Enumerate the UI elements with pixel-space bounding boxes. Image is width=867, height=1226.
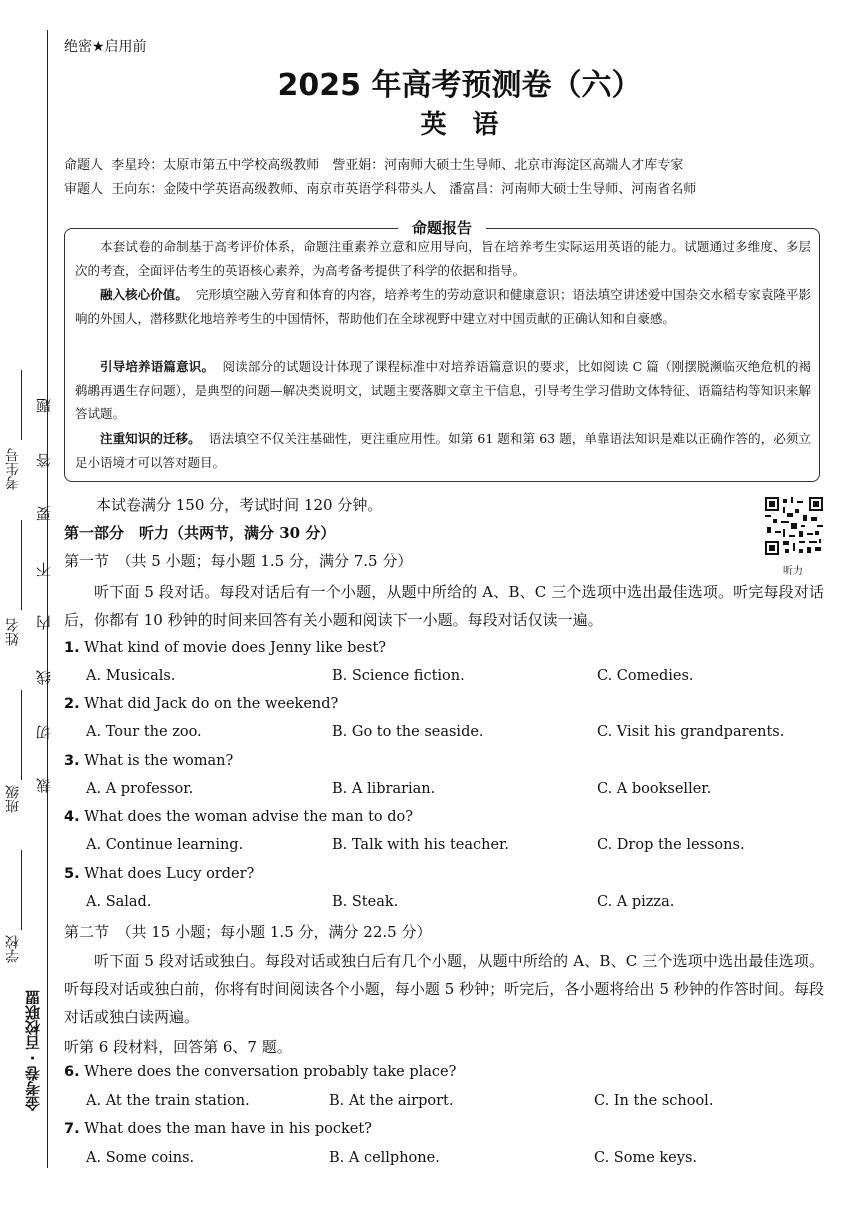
option-a[interactable]: A. At the train station. xyxy=(86,1093,250,1109)
option-c[interactable]: C. Drop the lessons. xyxy=(597,837,745,853)
option-a[interactable]: A. A professor. xyxy=(86,781,194,797)
option-c[interactable]: C. A bookseller. xyxy=(597,781,712,797)
school-blank[interactable] xyxy=(21,850,22,930)
subject-title: 英 语 xyxy=(420,110,499,140)
option-b[interactable]: B. A librarian. xyxy=(332,781,436,797)
reviewers-line xyxy=(64,178,696,197)
binding-strip xyxy=(0,0,52,1226)
question-3: 3. What is the woman? xyxy=(64,753,234,769)
class-label: 班级 xyxy=(5,785,21,813)
cut-char: 不 xyxy=(35,562,53,577)
name-label: 姓名 xyxy=(5,618,21,646)
name-blank[interactable] xyxy=(21,520,22,610)
cut-char: 要 xyxy=(35,506,53,521)
qr-code-icon[interactable] xyxy=(765,497,823,555)
option-a[interactable]: A. Tour the zoo. xyxy=(86,724,202,740)
school-label: 学校 xyxy=(5,935,21,963)
reviewers-text: 王向东：金陵中学英语高级教师、南京市英语学科带头人 潘富昌：河南师大硕士生导师、河南省名师 xyxy=(111,182,697,197)
report-para-3: 引导培养语篇意识。 阅读部分的试题设计体现了课程标准中对培养语篇意识的要求，比如阅读 C 篇（刚摆脱濒临灭绝危机的褐鹈鹕再遇生存问题），是典型的问题—解决类说明文，试题主要落脚文章主干信息，引导考生学习借助文体特征、语篇结构等知识来解答试题。 xyxy=(75,359,811,421)
question-1: 1. What kind of movie does Jenny like best? xyxy=(64,640,387,656)
cut-char: 答 xyxy=(35,453,53,468)
option-a[interactable]: A. Salad. xyxy=(86,894,152,910)
option-a[interactable]: A. Musicals. xyxy=(86,668,176,684)
option-b[interactable]: B. Science fiction. xyxy=(332,668,465,684)
cut-char: 线 xyxy=(35,670,53,685)
binding-line xyxy=(47,30,48,1168)
exam-info: 本试卷满分 150 分，考试时间 120 分钟。 xyxy=(96,496,383,514)
option-b[interactable]: B. Go to the seaside. xyxy=(332,724,484,740)
report-heading: 命题报告 xyxy=(65,217,819,238)
cut-char: 内 xyxy=(35,615,53,630)
option-a[interactable]: A. Continue learning. xyxy=(86,837,244,853)
reviewers-label: 审题人 xyxy=(64,182,104,197)
cut-char: 裁 xyxy=(35,778,53,793)
option-c[interactable]: C. Visit his grandparents. xyxy=(597,724,785,740)
option-c[interactable]: C. Comedies. xyxy=(597,668,694,684)
page-title: 2025 年高考预测卷（六） xyxy=(277,68,642,103)
qr-label: 听力 xyxy=(783,566,803,577)
confidential-mark: 绝密★启用前 xyxy=(64,39,147,55)
question-7: 7. What does the man have in his pocket? xyxy=(64,1121,372,1137)
cut-char: 题 xyxy=(35,398,53,413)
report-para-2: 融入核心价值。 完形填空融入劳育和体育的内容，培养考生的劳动意识和健康意识；语法填空讲述爱中国杂交水稻专家袁隆平影响的外国人，潜移默化地培养考生的中国情怀，帮助他们在全球视野中建立对中国贡献的正确认知和自豪感。 xyxy=(75,287,811,326)
option-c[interactable]: C. Some keys. xyxy=(594,1150,698,1166)
setters-text: 李星玲：太原市第五中学校高级教师 訾亚娟：河南师大硕士生导师、北京市海淀区高端人才库专家 xyxy=(111,158,684,173)
exam-no-blank[interactable] xyxy=(21,370,22,440)
option-b[interactable]: B. At the airport. xyxy=(329,1093,454,1109)
section1-heading: 第一节 （共 5 小题；每小题 1.5 分，满分 7.5 分） xyxy=(64,552,413,570)
section2-instructions: 听下面 5 段对话或独白。每段对话或独白后有几个小题，从题中所给的 A、B、C 三个选项中选出最佳选项。听每段对话或独白前，你将有时间阅读各个小题，每小题 5 秒钟；听完后，各小题将给出 5 秒钟的作答时间。每段对话或独白读两遍。 xyxy=(64,952,824,1026)
option-a[interactable]: A. Some coins. xyxy=(86,1150,195,1166)
option-c[interactable]: C. A pizza. xyxy=(597,894,675,910)
report-box xyxy=(64,219,820,482)
brand-label: 金考卷 · 百校联盟 xyxy=(24,990,42,1112)
option-b[interactable]: B. Talk with his teacher. xyxy=(332,837,509,853)
class-blank[interactable] xyxy=(21,690,22,780)
section2-heading: 第二节 （共 15 小题；每小题 1.5 分，满分 22.5 分） xyxy=(64,923,432,941)
exam-no-label: 考生号 xyxy=(5,448,21,490)
option-b[interactable]: B. Steak. xyxy=(332,894,399,910)
option-c[interactable]: C. In the school. xyxy=(594,1093,714,1109)
question-6: 6. Where does the conversation probably take place? xyxy=(64,1064,457,1080)
option-b[interactable]: B. A cellphone. xyxy=(329,1150,440,1166)
cut-char: 切 xyxy=(35,725,53,740)
section1-instructions: 听下面 5 段对话。每段对话后有一个小题，从题中所给的 A、B、C 三个选项中选出最佳选项。听完每段对话后，你都有 10 秒钟的时间来回答有关小题和阅读下一小题。每段对话仅读一遍。 xyxy=(64,583,824,629)
question-5: 5. What does Lucy order? xyxy=(64,866,255,882)
question-4: 4. What does the woman advise the man to do? xyxy=(64,809,414,825)
material-6: 听第 6 段材料，回答第 6、7 题。 xyxy=(64,1038,292,1056)
report-para-1: 本套试卷的命制基于高考评价体系，命题注重素养立意和应用导向，旨在培养考生实际运用英语的能力。试题通过多维度、多层次的考查，全面评估考生的英语核心素养，为高考备考提供了科学的依据和指导。 xyxy=(75,239,811,278)
part1-heading: 第一部分 听力（共两节，满分 30 分） xyxy=(64,524,336,542)
setters-label: 命题人 xyxy=(64,158,104,173)
question-2: 2. What did Jack do on the weekend? xyxy=(64,696,339,712)
report-para-4: 注重知识的迁移。 语法填空不仅关注基础性，更注重应用性。如第 61 题和第 63 题，单靠语法知识是难以正确作答的，必须立足小语境才可以答对题目。 xyxy=(75,431,811,470)
setters-line xyxy=(64,154,683,173)
